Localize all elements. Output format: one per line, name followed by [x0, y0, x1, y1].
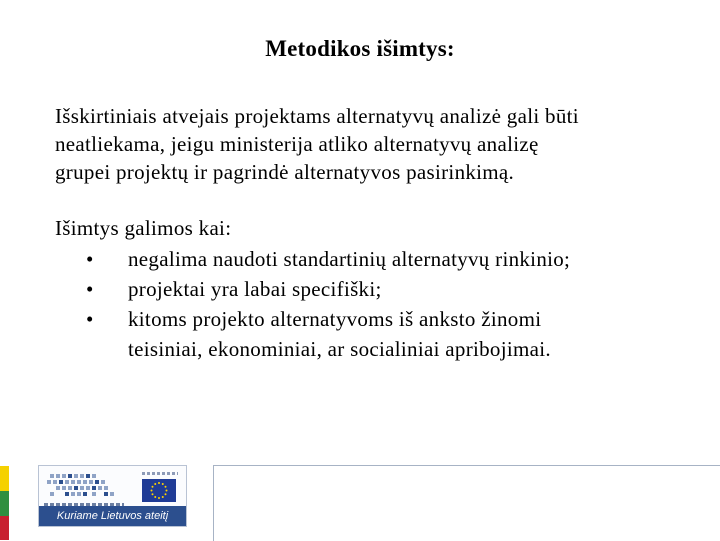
list-item-line: kitoms projekto alternatyvoms iš anksto žinomi: [128, 307, 542, 331]
list-item-line: projektai yra labai specifiški;: [128, 277, 382, 301]
exceptions-list: [55, 244, 695, 364]
intro-paragraph: [55, 102, 695, 186]
flag-stripe-green: [0, 491, 9, 516]
eu-flag-icon: [142, 479, 176, 502]
intro-line: neatliekama, jeigu ministerija atliko alternatyvų analizę: [55, 132, 539, 156]
list-item-line: negalima naudoti standartinių alternatyvų rinkinio;: [128, 247, 571, 271]
list-item: [55, 274, 695, 304]
flag-stripe-yellow: [0, 466, 9, 491]
eu-funds-logo: [38, 465, 187, 527]
page-title: Metodikos išimtys:: [265, 36, 455, 61]
footer-panel: [213, 465, 720, 541]
bullet-icon: •: [86, 247, 94, 271]
europe-map-icon: [44, 471, 122, 503]
exceptions-heading: Išimtys galimos kai:: [55, 216, 232, 240]
list-item: [55, 304, 695, 364]
eu-fine-print: [142, 472, 178, 475]
intro-line: Išskirtiniais atvejais projektams alternatyvų analizė gali būti: [55, 104, 579, 128]
list-item-line: teisiniai, ekonominiai, ar socialiniai apribojimai.: [128, 337, 551, 361]
logo-caption: Kuriame Lietuvos ateitį: [39, 506, 186, 526]
list-item: [55, 244, 695, 274]
bullet-icon: •: [86, 307, 94, 331]
lithuanian-flag-stripes: [0, 466, 9, 540]
flag-stripe-red: [0, 516, 9, 540]
bullet-icon: •: [86, 277, 94, 301]
intro-line: grupei projektų ir pagrindė alternatyvos pasirinkimą.: [55, 160, 515, 184]
